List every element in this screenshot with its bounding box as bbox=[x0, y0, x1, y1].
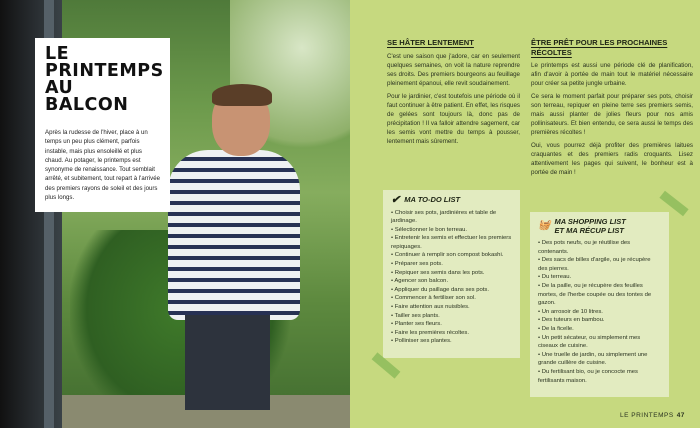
column-se-hater bbox=[387, 38, 520, 146]
list-item: • Du fertilisant bio, ou je concocte mes fertilisants maison. bbox=[538, 368, 638, 384]
paragraph: C'est une saison que j'adore, car en seulement quelques semaines, on voit la nature reprendre ses droits. Des premiers bourgeons au feuillage pleinement épanoui, elle revit soudainement. bbox=[387, 52, 520, 87]
list-item: • Entretenir les semis et effectuer les premiers repiquages. bbox=[391, 235, 512, 250]
list-item: • Appliquer du paillage dans ses pots. bbox=[391, 286, 490, 293]
section-heading: ÊTRE PRÊT POUR LES PROCHAINES RÉCOLTES bbox=[531, 38, 668, 57]
list-item: • Une truelle de jardin, ou simplement une grande cuillère de cuisine. bbox=[538, 351, 648, 367]
paragraph: Ce sera le moment parfait pour préparer ses pots, choisir son terreau, repiquer en pleine terre ses premiers semis, mais aussi planter de jolies fleurs pour nos amis pollinisateurs. Et bien entendu, ce sera aussi le temps des premières récoltes ! bbox=[531, 93, 693, 136]
shopping-list-box bbox=[530, 212, 669, 397]
list-item: • Commencer à fertiliser son sol. bbox=[391, 295, 476, 302]
list-item: • Planter ses fleurs. bbox=[391, 321, 442, 328]
page-title: LE PRINTEMPS AU BALCON bbox=[45, 44, 164, 115]
checkmark-icon: ✔ bbox=[391, 194, 401, 206]
page-footer bbox=[620, 412, 685, 419]
intro-text: Après la rudesse de l'hiver, place à un temps un peu plus clément, parfois instable, mais plus ensoleillé et plus chaud. Au potager, le printemps est synonyme de renaissance. Tout semblait arrêté, et subitement, tout repart à l'arrivée des premiers rayons de soleil et des jours plus longs. bbox=[45, 129, 160, 202]
shop-title-1: MA SHOPPING LIST bbox=[554, 217, 626, 226]
list-item: • Faire les premières récoltes. bbox=[391, 329, 470, 336]
list-item: • Un arrosoir de 10 litres. bbox=[538, 308, 603, 315]
list-item: • Agencer son balcon. bbox=[391, 278, 449, 285]
tape-decoration bbox=[659, 191, 688, 217]
basket-icon: 🧺 bbox=[538, 220, 551, 232]
list-item: • Tailler ses plants. bbox=[391, 312, 440, 319]
footer-section: LE PRINTEMPS bbox=[620, 412, 674, 419]
list-item: • Du terreau. bbox=[538, 274, 572, 281]
paragraph: Oui, vous pourrez déjà profiter des premières laitues craquantes et des premiers radis croquants. Lisez attentivement les pages qui suivent, le bonheur est à portée de main ! bbox=[531, 142, 693, 176]
paragraph: Le printemps est aussi une période clé de planification, afin d'avoir à portée de main tout le matériel nécessaire pour créer sa petite jungle urbaine. bbox=[531, 62, 693, 87]
list-item: • Polliniser ses plantes. bbox=[391, 338, 452, 345]
list-item: • Un petit sécateur, ou simplement mes ciseaux de cuisine. bbox=[538, 334, 641, 350]
list-item: • Continuer à remplir son compost bokashi. bbox=[391, 252, 504, 259]
list-item: • Repiquer ses semis dans les pots. bbox=[391, 269, 485, 276]
list-item: • Des pots neufs, ou je réutilise des contenants. bbox=[538, 240, 631, 255]
section-heading: SE HÂTER LENTEMENT bbox=[387, 38, 474, 47]
todo-list bbox=[391, 209, 512, 347]
list-item: • Choisir ses pots, jardinières et table de jardinage. bbox=[391, 209, 497, 225]
todo-title: MA TO-DO LIST bbox=[404, 195, 461, 204]
column-etre-pret bbox=[531, 38, 693, 177]
page-number: 47 bbox=[676, 412, 685, 419]
intro-box bbox=[35, 38, 170, 212]
todo-list-box bbox=[383, 190, 520, 358]
list-item: • De la paille, ou je récupère des feuilles mortes, de l'herbe coupée ou des tontes de gazon. bbox=[538, 282, 652, 307]
shopping-list bbox=[538, 239, 661, 385]
list-item: • Sélectionner le bon terreau. bbox=[391, 226, 468, 233]
shop-title-2: ET MA RÉCUP LIST bbox=[554, 225, 624, 235]
list-item: • Faire attention aux nuisibles. bbox=[391, 304, 470, 311]
tape-decoration bbox=[372, 352, 401, 378]
list-item: • Préparer ses pots. bbox=[391, 261, 443, 268]
paragraph: Pour le jardinier, c'est toutefois une période où il faut continuer à être patient. En effet, les risques de gelées sont toujours là, donc pas de précipitation ! Il va falloir attendre sagement, car les semis vont mettre du temps à pousser, lentement mais sûrement. bbox=[387, 92, 520, 145]
list-item: • De la ficelle. bbox=[538, 325, 574, 332]
list-item: • Des tuteurs en bambou. bbox=[538, 317, 605, 324]
list-item: • Des sacs de billes d'argile, ou je récupère des pierres. bbox=[538, 257, 651, 272]
